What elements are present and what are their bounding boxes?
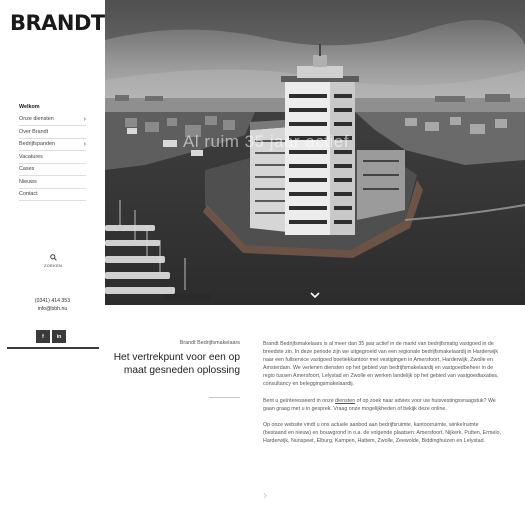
body-text [263, 340, 501, 453]
nav-item-label: Welkom [19, 104, 40, 111]
nav-item-label: Onze diensten [19, 116, 54, 123]
nav-item-label: Contact [19, 191, 38, 198]
intro-block [105, 340, 240, 377]
social-links [36, 330, 66, 343]
nav-item-label: Nieuws [19, 178, 37, 185]
hero-image [105, 0, 525, 305]
nav-item-vacatures[interactable] [19, 151, 86, 164]
harbour-tower-photo [105, 0, 525, 305]
nav-item-contact[interactable] [19, 189, 86, 202]
nav-item-welkom[interactable] [19, 101, 86, 114]
paragraph-3: Op onze website vindt u ons actuele aanbod aan bedrijfsruimte, kantoorruimte, winkelruimte (bestaand en nieuw) en bouwgrond in o.a. de volgende plaatsen: Amersfoort, Nijkerk, Putten, Ermelo, Harderwijk, Nunspeet, Elburg, Kampen, Hattem, Zwolle, Zeewolde, Biddinghuizen en Lelystad. [263, 421, 501, 444]
chevron-right-icon[interactable]: › [83, 115, 86, 123]
sidebar-divider [7, 347, 99, 349]
nav-item-over-brandt[interactable] [19, 126, 86, 139]
paragraph-2-end: of op zoek naar advies voor uw huisvestingsvraagstuk? We gaan graag met u in gesprek. Vraag onze mogelijkheden of bekijk deze online. [263, 397, 496, 412]
search-label: ZOEKEN [44, 263, 63, 268]
diensten-link[interactable]: diensten [335, 397, 356, 404]
chevron-right-icon[interactable]: › [263, 488, 267, 502]
email-address[interactable]: info@bbh.nu [37, 306, 68, 312]
chevron-right-icon[interactable]: › [83, 140, 86, 148]
hero-overlay-text: Al ruim 35 jaar actief [183, 132, 349, 151]
sidebar [0, 0, 105, 345]
main-nav [19, 101, 86, 201]
phone-number[interactable]: (0341) 414 353 [34, 298, 71, 304]
nav-item-label: Vacatures [19, 153, 43, 160]
nav-item-nieuws[interactable] [19, 176, 86, 189]
heading-divider [209, 397, 240, 398]
facebook-icon[interactable]: f [36, 330, 50, 343]
nav-item-onze-diensten[interactable] [19, 114, 86, 127]
nav-item-bedrijfspanden[interactable] [19, 139, 86, 152]
linkedin-icon[interactable]: in [52, 330, 66, 343]
nav-item-label: Bedrijfspanden [19, 141, 55, 148]
intro-eyebrow: Brandt Bedrijfsmakelaars [179, 340, 240, 346]
brandt-logo[interactable]: BRANDT [10, 11, 105, 35]
chevron-down-icon[interactable] [309, 291, 321, 299]
paragraph-2-start: Bent u geïnteresseerd in onze [263, 397, 336, 404]
paragraph-1: Brandt Bedrijfsmakelaars is al meer dan 35 jaar actief in de markt van bedrijfsmatig vastgoed in de breedste zin. In deze periode zijn we uitgegroeid van een regionale bedrijfsmakelaardij in Harderwijk naar een fullservice vastgoed boetiekkantoor met vestigingen in Amersfoort, Harderwijk, Zwolle en Amsterdam. We verlenen diensten op het gebied van bedrijfsmakelaardij en vastgoedbeheer in de regio tussen Amersfoort, Lelystad en Zwolle en werken landelijk op het gebied van vastgoedtaxaties, consultancy en beleggingsmakelaardij. [263, 341, 499, 388]
nav-item-label: Cases [19, 166, 35, 173]
nav-item-cases[interactable] [19, 164, 86, 177]
search-button[interactable] [44, 254, 62, 268]
nav-item-label: Over Brandt [19, 128, 49, 135]
paragraph-2 [263, 397, 501, 413]
intro-heading: Het vertrekpunt voor een op maat gesneden oplossing [113, 352, 240, 376]
search-icon [50, 254, 57, 261]
